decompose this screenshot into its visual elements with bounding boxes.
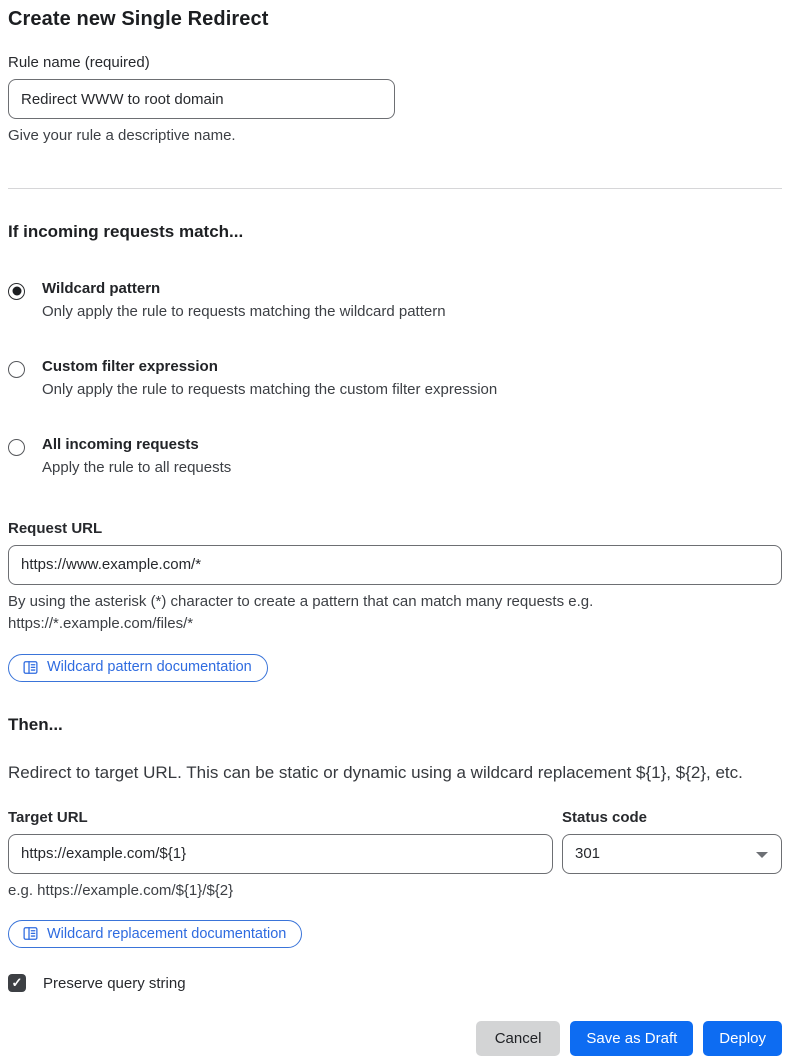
radio-button-icon[interactable] [8, 283, 25, 300]
target-url-row [8, 809, 782, 903]
open-book-icon [22, 925, 39, 942]
request-url-label: Request URL [8, 519, 103, 537]
target-url-help: e.g. https://example.com/${1}/${2} [8, 881, 234, 899]
then-section-heading: Then... [8, 714, 63, 734]
footer-actions [8, 1021, 782, 1056]
radio-description: Only apply the rule to requests matching the wildcard pattern [42, 302, 446, 320]
radio-option-wildcard-pattern[interactable] [8, 280, 782, 320]
radio-label: Wildcard pattern [42, 279, 161, 297]
preserve-query-string-option[interactable] [8, 974, 782, 992]
request-url-help [8, 591, 782, 636]
radio-label: Custom filter expression [42, 357, 218, 375]
section-divider [8, 188, 782, 189]
radio-description: Apply the rule to all requests [42, 458, 232, 476]
rule-name-help: Give your rule a descriptive name. [8, 127, 236, 144]
radio-button-icon[interactable] [8, 439, 25, 456]
open-book-icon [22, 659, 39, 676]
status-code-select[interactable] [562, 834, 782, 874]
target-url-column [8, 809, 553, 903]
doc-button-label: Wildcard pattern documentation [47, 659, 252, 675]
match-section-heading: If incoming requests match... [8, 221, 244, 241]
request-url-help-line2: https://*.example.com/files/* [8, 615, 194, 632]
request-url-input[interactable] [8, 545, 782, 585]
radio-description: Only apply the rule to requests matching the custom filter expression [42, 380, 498, 398]
request-url-block [8, 520, 782, 682]
deploy-button[interactable]: Deploy [703, 1021, 782, 1056]
then-section-description: Redirect to target URL. This can be static or dynamic using a wildcard replacement ${1}, ${2}, etc. [8, 762, 743, 782]
wildcard-pattern-docs-button[interactable] [8, 654, 268, 682]
status-code-column [562, 809, 782, 903]
page-title: Create new Single Redirect [8, 8, 269, 30]
request-url-help-line1: By using the asterisk (*) character to create a pattern that can match many requests e.g. [8, 592, 594, 610]
radio-option-all-incoming-requests[interactable] [8, 436, 782, 476]
status-code-label: Status code [562, 808, 648, 826]
target-url-label: Target URL [8, 808, 88, 826]
doc-button-label: Wildcard replacement documentation [47, 925, 287, 942]
preserve-query-string-label: Preserve query string [43, 974, 186, 992]
wildcard-replacement-docs-button[interactable] [8, 920, 302, 948]
caret-down-icon [756, 852, 768, 858]
cancel-button[interactable]: Cancel [476, 1021, 561, 1056]
status-code-selected-value: 301 [575, 845, 601, 862]
save-as-draft-button[interactable]: Save as Draft [570, 1021, 693, 1056]
radio-button-icon[interactable] [8, 361, 25, 378]
match-type-radio-group [8, 280, 782, 476]
rule-name-label: Rule name (required) [8, 54, 150, 71]
radio-label: All incoming requests [42, 435, 199, 453]
checkbox-checked-icon[interactable]: ✓ [8, 974, 26, 992]
target-url-input[interactable] [8, 834, 553, 874]
radio-option-custom-filter-expression[interactable] [8, 358, 782, 398]
rule-name-input[interactable] [8, 79, 395, 119]
